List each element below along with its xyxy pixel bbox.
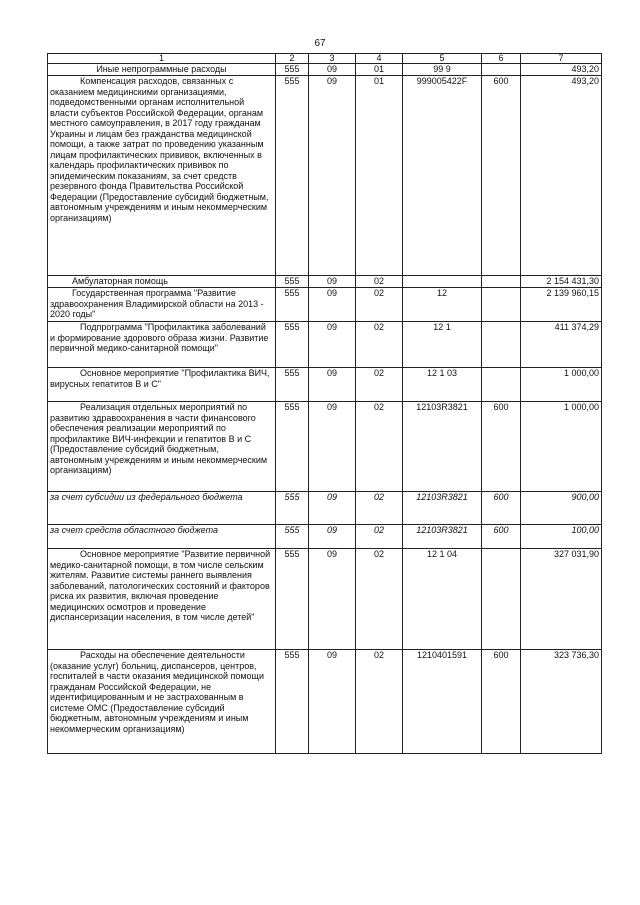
row-subsection-code: 02 <box>356 549 403 650</box>
table-row <box>48 549 602 650</box>
row-target-article: 99 9 <box>403 64 482 76</box>
row-section-code: 09 <box>309 276 356 288</box>
row-name: Компенсация расходов, связанных с оказанием медицинскими организациями, подведомственными органам исполнительной власти субъектов Российской Федерации, органам местного самоуправления, в 2017 году гражданам Украины и лицам без гражданства медицинской помощи, а также затрат по проведению указанным лицам профилактических прививок, включенных в календарь профилактических прививок по эпидемическим показаниям, за счет средств резервного фонда Правительства Российской Федерации (Предоставление субсидий бюджетным, автономным учреждениям и иным некоммерческим организациям) <box>48 76 276 276</box>
row-section-code: 09 <box>309 288 356 322</box>
row-target-article: 12103R3821 <box>403 492 482 525</box>
row-section-code: 09 <box>309 368 356 402</box>
row-target-article: 12 <box>403 288 482 322</box>
row-amount: 323 736,30 <box>521 650 602 754</box>
row-amount: 493,20 <box>521 64 602 76</box>
row-ministry-code: 555 <box>276 492 309 525</box>
row-section-code: 09 <box>309 492 356 525</box>
row-target-article <box>403 276 482 288</box>
column-header-7: 7 <box>521 54 602 64</box>
row-section-code: 09 <box>309 650 356 754</box>
row-ministry-code: 555 <box>276 368 309 402</box>
row-subsection-code: 02 <box>356 402 403 492</box>
row-expense-type <box>482 549 521 650</box>
row-expense-type <box>482 64 521 76</box>
row-expense-type <box>482 288 521 322</box>
row-expense-type: 600 <box>482 76 521 276</box>
page-number: 67 <box>314 38 326 49</box>
column-header-2: 2 <box>276 54 309 64</box>
row-subsection-code: 01 <box>356 76 403 276</box>
row-amount: 2 154 431,30 <box>521 276 602 288</box>
row-amount: 900,00 <box>521 492 602 525</box>
row-target-article: 1210401591 <box>403 650 482 754</box>
column-header-1: 1 <box>48 54 276 64</box>
row-name: Государственная программа "Развитие здравоохранения Владимирской области на 2013 - 2020 годы" <box>48 288 276 322</box>
row-target-article: 999005422F <box>403 76 482 276</box>
row-amount: 100,00 <box>521 525 602 549</box>
table-row <box>48 76 602 276</box>
row-subsection-code: 02 <box>356 492 403 525</box>
row-subsection-code: 02 <box>356 368 403 402</box>
column-header-6: 6 <box>482 54 521 64</box>
row-expense-type <box>482 368 521 402</box>
row-target-article: 12 1 04 <box>403 549 482 650</box>
row-amount: 2 139 960,15 <box>521 288 602 322</box>
row-target-article: 12103R3821 <box>403 402 482 492</box>
row-amount: 327 031,90 <box>521 549 602 650</box>
row-name: Реализация отдельных мероприятий по развитию здравоохранения в части финансового обеспечения реализации мероприятий по профилактике ВИЧ-инфекции и гепатитов В и С (Предоставление субсидий бюджетным, автономным учреждениям и иным некоммерческим организациям) <box>48 402 276 492</box>
row-ministry-code: 555 <box>276 76 309 276</box>
row-ministry-code: 555 <box>276 525 309 549</box>
budget-table <box>47 53 602 754</box>
row-expense-type: 600 <box>482 650 521 754</box>
row-ministry-code: 555 <box>276 549 309 650</box>
table-row <box>48 276 602 288</box>
row-ministry-code: 555 <box>276 402 309 492</box>
row-section-code: 09 <box>309 76 356 276</box>
row-amount: 411 374,29 <box>521 322 602 368</box>
row-name: Подпрограмма "Профилактика заболеваний и формирование здорового образа жизни. Развитие первичной медико-санитарной помощи" <box>48 322 276 368</box>
row-ministry-code: 555 <box>276 650 309 754</box>
row-expense-type <box>482 322 521 368</box>
row-section-code: 09 <box>309 525 356 549</box>
row-subsection-code: 02 <box>356 288 403 322</box>
table-row <box>48 64 602 76</box>
row-subsection-code: 02 <box>356 276 403 288</box>
row-section-code: 09 <box>309 322 356 368</box>
row-target-article: 12 1 03 <box>403 368 482 402</box>
row-expense-type: 600 <box>482 525 521 549</box>
row-name: Амбулаторная помощь <box>48 276 276 288</box>
row-subsection-code: 02 <box>356 525 403 549</box>
row-name: Расходы на обеспечение деятельности (оказание услуг) больниц, диспансеров, центров, госпиталей в части оказания медицинской помощи гражданам Российской Федерации, не идентифицированным и не застрахованным в системе ОМС (Предоставление субсидий бюджетным, автономным учреждениям и иным некоммерческим организациям) <box>48 650 276 754</box>
row-target-article: 12 1 <box>403 322 482 368</box>
row-expense-type: 600 <box>482 402 521 492</box>
row-ministry-code: 555 <box>276 288 309 322</box>
table-row <box>48 288 602 322</box>
row-expense-type: 600 <box>482 492 521 525</box>
row-ministry-code: 555 <box>276 276 309 288</box>
row-ministry-code: 555 <box>276 64 309 76</box>
column-header-4: 4 <box>356 54 403 64</box>
table-row <box>48 525 602 549</box>
row-amount: 493,20 <box>521 76 602 276</box>
table-row <box>48 492 602 525</box>
row-target-article: 12103R3821 <box>403 525 482 549</box>
row-name: Иные непрограммные расходы <box>48 64 276 76</box>
row-section-code: 09 <box>309 402 356 492</box>
column-header-3: 3 <box>309 54 356 64</box>
table-row <box>48 368 602 402</box>
row-name: за счет субсидии из федерального бюджета <box>48 492 276 525</box>
column-header-row <box>48 54 602 64</box>
row-amount: 1 000,00 <box>521 368 602 402</box>
row-amount: 1 000,00 <box>521 402 602 492</box>
table-row <box>48 402 602 492</box>
row-subsection-code: 02 <box>356 322 403 368</box>
row-ministry-code: 555 <box>276 322 309 368</box>
row-subsection-code: 02 <box>356 650 403 754</box>
table-row <box>48 650 602 754</box>
row-name: за счет средств областного бюджета <box>48 525 276 549</box>
table-row <box>48 322 602 368</box>
row-section-code: 09 <box>309 64 356 76</box>
row-section-code: 09 <box>309 549 356 650</box>
column-header-5: 5 <box>403 54 482 64</box>
row-expense-type <box>482 276 521 288</box>
row-name: Основное мероприятие "Профилактика ВИЧ, вирусных гепатитов В и С" <box>48 368 276 402</box>
row-subsection-code: 01 <box>356 64 403 76</box>
row-name: Основное мероприятие "Развитие первичной медико-санитарной помощи, в том числе сельским жителям. Развитие системы раннего выявления заболеваний, патологических состояний и факторов риска их развития, включая проведение медицинских осмотров и проведение диспансеризации населения, в том числе детей" <box>48 549 276 650</box>
